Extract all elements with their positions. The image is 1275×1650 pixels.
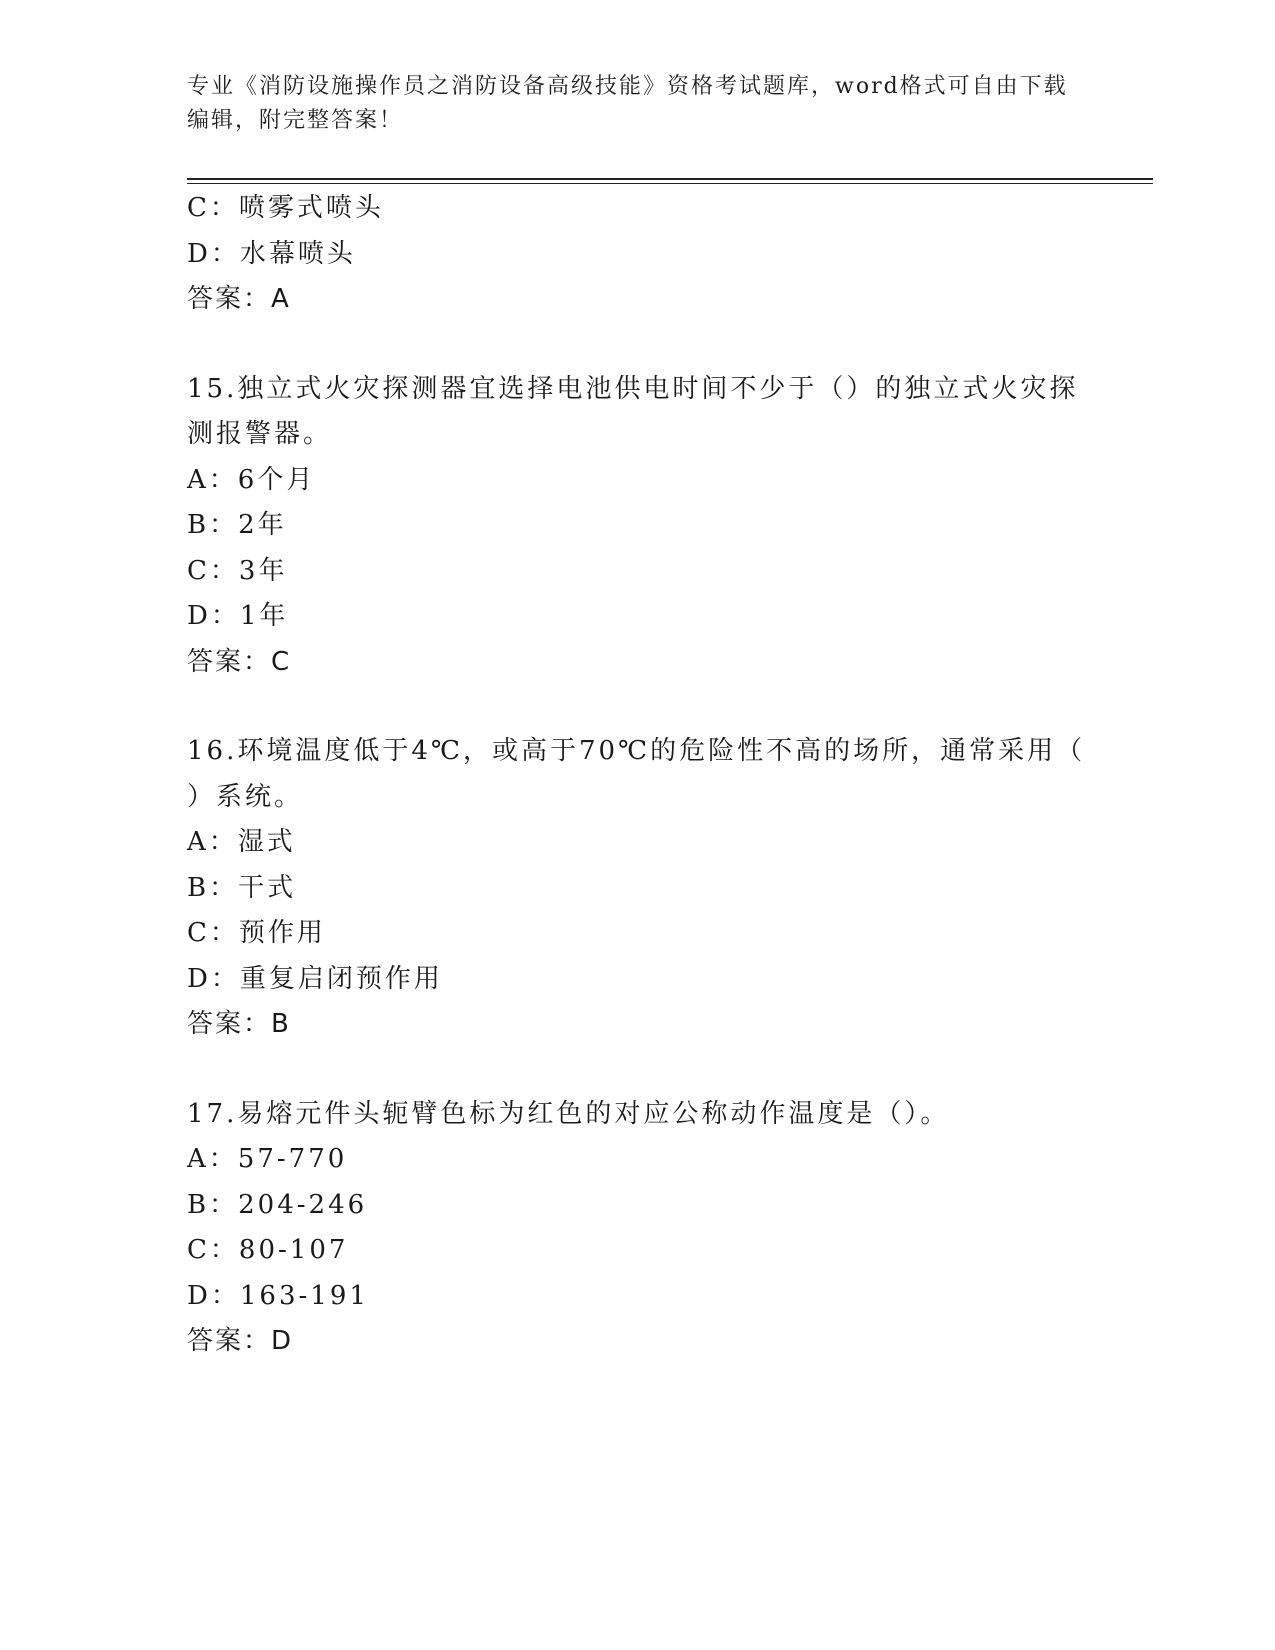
question-stem: 16.环境温度低于4℃，或高于70℃的危险性不高的场所，通常采用（ [187, 736, 1086, 766]
option-label: C： [187, 1235, 239, 1265]
option-a [187, 1137, 1087, 1183]
option-b [187, 866, 1087, 912]
option-text: 水幕喷头 [239, 238, 356, 269]
option-text: 163-191 [239, 1280, 369, 1311]
header-rule-thin [187, 183, 1153, 184]
document-header [187, 70, 1087, 138]
option-label: A： [187, 827, 238, 857]
option-b [187, 1183, 1087, 1229]
answer-line: 答案：A [187, 284, 291, 314]
option-d [187, 1274, 1087, 1320]
option-text: 2年 [238, 510, 287, 540]
option-label: C： [187, 918, 239, 948]
question-16 [187, 729, 1087, 1048]
header-rule-thick [187, 178, 1153, 180]
option-label: D： [187, 963, 240, 994]
answer-line: 答案：B [187, 1009, 291, 1039]
option-text: 1年 [239, 601, 289, 631]
option-text: 干式 [238, 872, 297, 903]
option-d [187, 957, 1087, 1003]
option-label: C： [187, 193, 239, 223]
option-text: 湿式 [237, 827, 296, 857]
option-a [187, 458, 1087, 504]
spacer [187, 323, 1087, 367]
option-label: B： [187, 510, 239, 540]
question-stem-continued: 测报警器。 [187, 419, 333, 449]
option-a [187, 820, 1087, 866]
option-c [187, 186, 1087, 232]
option-label: A： [187, 464, 238, 495]
header-text: 专业《消防设施操作员之消防设备高级技能》资格考试题库，word格式可自由下载编辑，附完整答案！ [187, 74, 1068, 133]
answer-line: 答案：D [187, 1326, 294, 1356]
option-text: 204-246 [238, 1189, 368, 1220]
option-text: 80-107 [238, 1235, 349, 1265]
option-c [187, 1228, 1087, 1274]
option-text: 3年 [238, 555, 288, 586]
question-stem-continued: ）系统。 [187, 781, 304, 812]
option-text: 6个月 [237, 464, 316, 495]
question-stem: 17.易熔元件头轭臂色标为红色的对应公称动作温度是（）。 [187, 1098, 950, 1129]
option-b [187, 503, 1087, 549]
option-label: B： [187, 1189, 239, 1220]
option-label: B： [187, 872, 239, 903]
option-text: 57-770 [237, 1144, 348, 1174]
option-text: 预作用 [238, 918, 326, 948]
option-c [187, 911, 1087, 957]
option-text: 喷雾式喷头 [238, 193, 384, 223]
option-label: C： [187, 555, 239, 586]
question-content [187, 186, 1087, 1365]
question-15 [187, 367, 1087, 686]
option-label: D： [187, 238, 240, 269]
spacer [187, 1048, 1087, 1092]
spacer [187, 685, 1087, 729]
option-text: 重复启闭预作用 [239, 963, 443, 994]
option-label: D： [187, 1280, 240, 1311]
answer-line: 答案：C [187, 646, 292, 677]
question-17 [187, 1092, 1087, 1365]
option-d [187, 594, 1087, 640]
option-d [187, 232, 1087, 278]
option-c [187, 549, 1087, 595]
question-stem: 15.独立式火灾探测器宜选择电池供电时间不少于（）的独立式火灾探 [187, 373, 1079, 404]
option-label: D： [187, 601, 240, 631]
option-label: A： [187, 1144, 238, 1174]
